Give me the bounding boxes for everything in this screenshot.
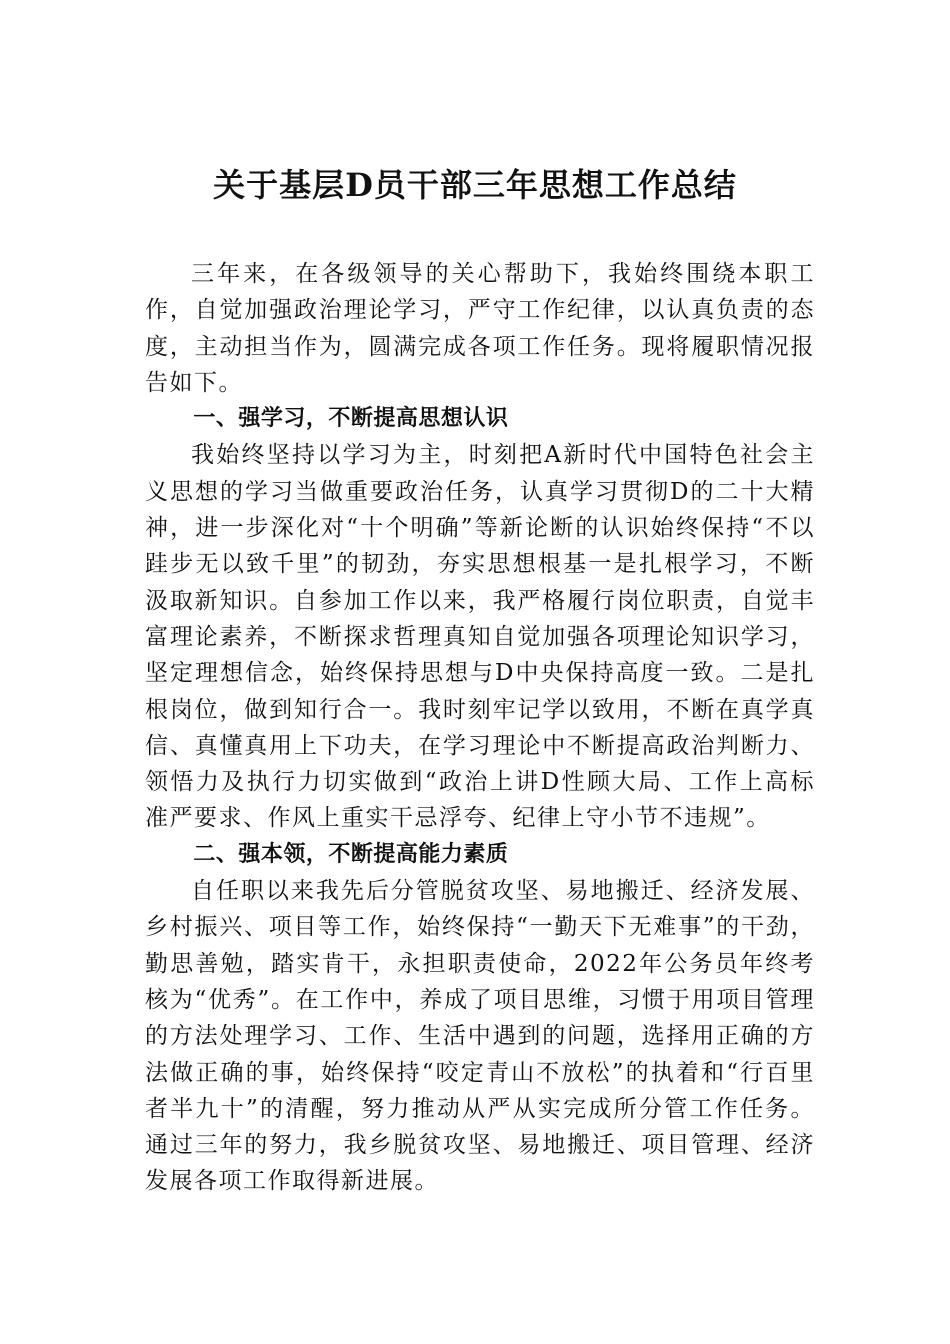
document-body (145, 256, 815, 1200)
section-1-paragraph: 我始终坚持以学习为主，时刻把A新时代中国特色社会主义思想的学习当做重要政治任务，认真学习贯彻D的二十大精神，进一步深化对“十个明确”等新论断的认识始终保持“不以跬步无以致千里”的韧劲，夯实思想根基一是扎根学习，不断汲取新知识。自参加工作以来，我严格履行岗位职责，自觉丰富理论素养，不断探求哲理真知自觉加强各项理论知识学习，坚定理想信念，始终保持思想与D中央保持高度一致。二是扎根岗位，做到知行合一。我时刻牢记学以致用，不断在真学真信、真懂真用上下功夫，在学习理论中不断提高政治判断力、领悟力及执行力切实做到“政治上讲D性顾大局、工作上高标准严要求、作风上重实干忌浮夸、纪律上守小节不违规”。 (145, 442, 815, 832)
section-heading-1: 一、强学习，不断提高思想认识 (193, 406, 509, 432)
section-heading-2: 二、强本领，不断提高能力素质 (193, 841, 509, 867)
document-title: 关于基层D员干部三年思想工作总结 (213, 166, 737, 204)
intro-paragraph: 三年来，在各级领导的关心帮助下，我始终围绕本职工作，自觉加强政治理论学习，严守工作纪律，以认真负责的态度，主动担当作为，圆满完成各项工作任务。现将履职情况报告如下。 (145, 261, 815, 396)
section-2-paragraph: 自任职以来我先后分管脱贫攻坚、易地搬迁、经济发展、乡村振兴、项目等工作，始终保持“一勤天下无难事”的干劲，勤思善勉，踏实肯干，永担职责使命，2022年公务员年终考核为“优秀”。在工作中，养成了项目思维，习惯于用项目管理的方法处理学习、工作、生活中遇到的问题，选择用正确的方法做正确的事，始终保持“咬定青山不放松”的执着和“行百里者半九十”的清醒，努力推动从严从实完成所分管工作任务。通过三年的努力，我乡脱贫攻坚、易地搬迁、项目管理、经济发展各项工作取得新进展。 (145, 878, 815, 1195)
